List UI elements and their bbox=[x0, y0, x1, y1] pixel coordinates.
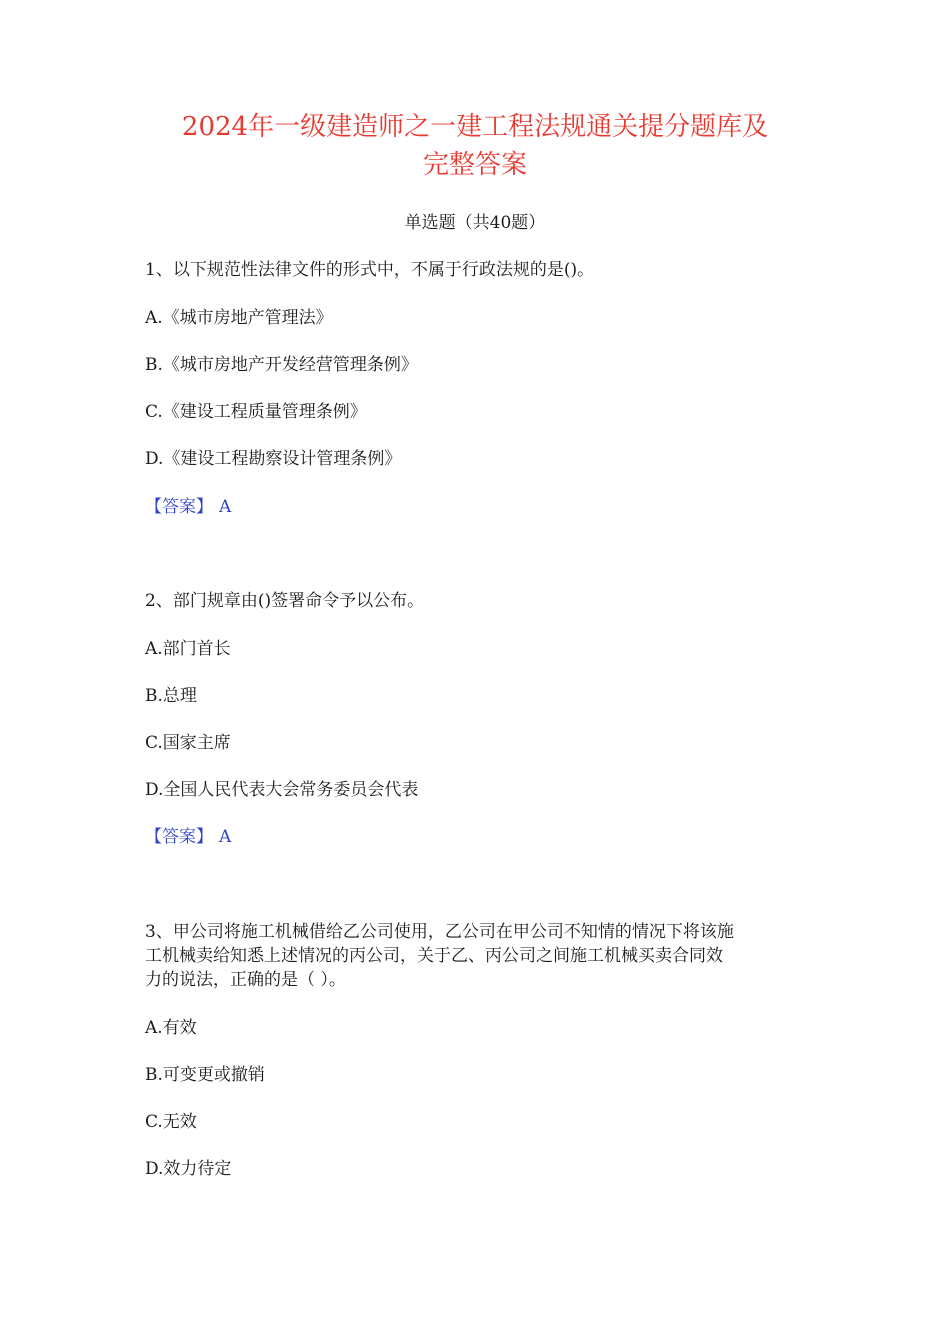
question-3-option-c: C.无效 bbox=[145, 1112, 197, 1132]
question-2-option-c: C.国家主席 bbox=[145, 733, 231, 753]
question-2-option-a: A.部门首长 bbox=[145, 639, 231, 659]
question-1-option-c: C.《建设工程质量管理条例》 bbox=[145, 402, 367, 422]
question-3-stem-line-3: 力的说法，正确的是（ ）。 bbox=[145, 970, 346, 990]
question-2-option-b: B.总理 bbox=[145, 686, 197, 706]
question-1-option-a: A.《城市房地产管理法》 bbox=[145, 308, 333, 328]
question-3-option-b: B.可变更或撤销 bbox=[145, 1065, 265, 1085]
section-heading: 单选题（共40题） bbox=[404, 213, 546, 233]
answer-value: A bbox=[219, 497, 232, 517]
document-title bbox=[95, 108, 855, 184]
title-line-1: 2024年一级建造师之一建工程法规通关提分题库及 bbox=[181, 112, 769, 142]
answer-label: 【答案】 bbox=[145, 827, 213, 847]
question-1-option-b: B.《城市房地产开发经营管理条例》 bbox=[145, 355, 418, 375]
question-3-option-d: D.效力待定 bbox=[145, 1159, 232, 1179]
question-2-answer bbox=[145, 825, 445, 849]
question-1-answer bbox=[145, 495, 445, 519]
question-2-option-d: D.全国人民代表大会常务委员会代表 bbox=[145, 780, 419, 800]
answer-value: A bbox=[219, 827, 232, 847]
question-1-option-d: D.《建设工程勘察设计管理条例》 bbox=[145, 449, 402, 469]
title-line-2: 完整答案 bbox=[422, 150, 527, 180]
answer-label: 【答案】 bbox=[145, 497, 213, 517]
question-2-stem: 2、部门规章由()签署命令予以公布。 bbox=[145, 591, 425, 611]
question-3-option-a: A.有效 bbox=[145, 1018, 197, 1038]
question-3-stem-line-2: 工机械卖给知悉上述情况的丙公司，关于乙、丙公司之间施工机械买卖合同效 bbox=[145, 946, 723, 966]
question-3-stem-line-1: 3、甲公司将施工机械借给乙公司使用，乙公司在甲公司不知情的情况下将该施 bbox=[145, 922, 734, 942]
question-1-stem: 1、以下规范性法律文件的形式中，不属于行政法规的是()。 bbox=[145, 260, 595, 280]
